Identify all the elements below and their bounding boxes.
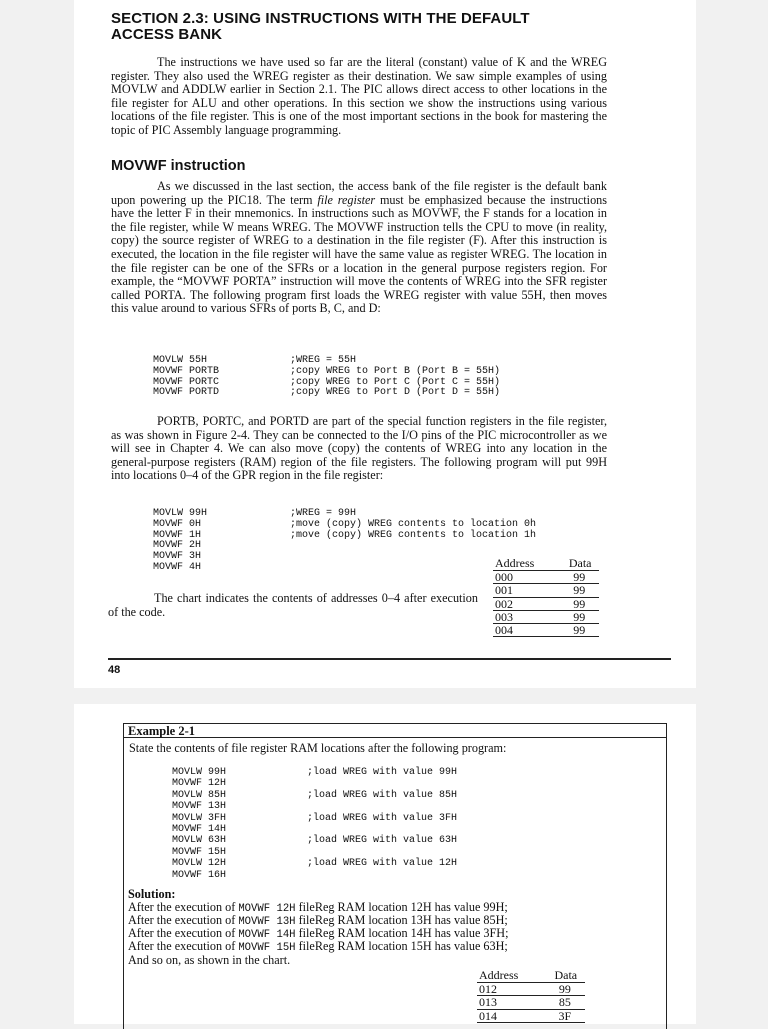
chart-row — [477, 996, 585, 1009]
code-comment: ;WREG = 55H — [290, 355, 357, 366]
chart-note: The chart indicates the contents of addresses 0–4 after execution of the code. — [108, 591, 478, 619]
code-instruction: MOVWF 16H — [172, 869, 227, 881]
chart-row — [493, 610, 599, 623]
code-comment: ;copy WREG to Port B (Port B = 55H) — [290, 365, 501, 377]
code-comment: ;move (copy) WREG contents to location 1h — [290, 529, 537, 541]
ports-paragraph: PORTB, PORTC, and PORTD are part of the special function registers in the file register, as was shown in Figure 2-4. They can be connected to the I/O pins of the PIC microcontroller as we will see in Chapter 4. We can also move (copy) the contents of WREG into any location in the general-purpose registers (RAM) region of the file registers. The following program will put 99H into locations 0–4 of the GPR region in the file register: — [111, 414, 607, 483]
data-header: Data — [554, 968, 578, 982]
code-instruction: MOVLW 85H — [172, 789, 227, 801]
address-header: Address — [495, 556, 535, 570]
solution-text: fileReg RAM location 13H has value 85H; — [295, 913, 508, 927]
chart-data-cell: 3F — [545, 1009, 585, 1022]
solution-instr: MOVWF 14H — [238, 929, 296, 941]
code-instruction: MOVWF 3H — [153, 551, 202, 563]
code-instruction: MOVLW 55H — [153, 355, 208, 366]
code-instruction: MOVWF PORTB — [153, 365, 220, 377]
page-number: 48 — [108, 664, 121, 676]
chart-row — [493, 584, 599, 597]
solution-lines — [128, 901, 508, 953]
code-line — [172, 858, 612, 869]
solution-instr: MOVWF 13H — [238, 916, 296, 928]
code-instruction: MOVLW 99H — [172, 767, 227, 778]
solution-prefix: After the execution of — [128, 913, 239, 927]
chart-data-cell: 99 — [559, 584, 599, 597]
code-instruction: MOVWF 15H — [172, 846, 227, 858]
code-comment: ;load WREG with value 85H — [307, 789, 458, 801]
movwf-paragraph — [111, 180, 607, 316]
chart-row — [477, 1009, 585, 1022]
code-instruction: MOVLW 3FH — [172, 812, 227, 824]
example-title: Example 2-1 — [124, 724, 666, 738]
solution-text: fileReg RAM location 15H has value 63H; — [295, 939, 508, 953]
movwf-paragraph-part-1: As we discussed in the last section, the access bank of the file register is the default bank upon powering up the PIC18. The term — [111, 179, 607, 207]
code-line — [172, 778, 612, 789]
solution-text: fileReg RAM location 14H has value 3FH; — [295, 926, 509, 940]
chart-data-cell: 99 — [559, 597, 599, 610]
code-line — [172, 835, 612, 846]
code-line — [172, 813, 612, 824]
chart-data-cell: 99 — [559, 624, 599, 637]
code-comment: ;load WREG with value 12H — [307, 858, 458, 870]
code-instruction: MOVLW 12H — [172, 858, 227, 870]
code-instruction: MOVWF 0H — [153, 518, 202, 530]
code-instruction: MOVLW 63H — [172, 835, 227, 847]
code-comment: ;load WREG with value 99H — [307, 767, 458, 778]
movwf-heading: MOVWF instruction — [111, 158, 246, 174]
chart-row — [477, 983, 585, 996]
page-divider-rule — [108, 658, 671, 660]
chart-data-cell: 99 — [559, 610, 599, 623]
code-comment: ;load WREG with value 3FH — [307, 812, 458, 824]
section-title — [111, 11, 671, 43]
chart-data-cell: 99 — [545, 983, 585, 996]
book-page-48 — [74, 0, 696, 688]
chart-data-cell: 85 — [545, 996, 585, 1009]
data-header: Data — [568, 556, 592, 570]
chart-address-cell: 000 — [493, 571, 559, 584]
chart-address-cell: 014 — [477, 1009, 545, 1022]
chart-address-cell: 002 — [493, 597, 559, 610]
code-instruction: MOVWF 14H — [172, 823, 227, 835]
solution-prefix: After the execution of — [128, 939, 239, 953]
intro-paragraph: The instructions we have used so far are the literal (constant) value of K and the WREG register. They also used the WREG register as their destination. We saw simple examples of using MOVLW and ADDLW earlier in Section 2.1. The PIC allows direct access to other locations in the file register for ALU and other operations. In this section we show the instructions using various locations of the file register. This is one of the most important sections in the book for mastering the topic of PIC Assembly language programming. — [111, 55, 607, 137]
code-line — [153, 367, 603, 378]
code-line — [153, 541, 623, 552]
code-line — [172, 767, 612, 778]
solution-label: Solution: — [128, 887, 176, 901]
solution-instr: MOVWF 12H — [238, 903, 296, 915]
solution-prefix: After the execution of — [128, 926, 239, 940]
code-comment: ;move (copy) WREG contents to location 0h — [290, 518, 537, 530]
code-line — [153, 531, 623, 542]
book-page-example — [74, 704, 696, 1024]
example-prompt: State the contents of file register RAM locations after the following program: — [129, 741, 507, 755]
chart-address-cell: 004 — [493, 624, 559, 637]
chart-address-cell: 003 — [493, 610, 559, 623]
code-comment: ;copy WREG to Port C (Port C = 55H) — [290, 376, 501, 388]
chart-address-cell: 012 — [477, 983, 545, 996]
code-instruction: MOVLW 99H — [153, 508, 208, 519]
solution-closing-line: And so on, as shown in the chart. — [128, 953, 291, 967]
chart-data-cell: 99 — [559, 571, 599, 584]
code-instruction: MOVWF 13H — [172, 801, 227, 813]
movwf-paragraph-italic: file register — [317, 192, 376, 207]
chart-row — [493, 624, 599, 637]
code-instruction: MOVWF PORTC — [153, 376, 220, 388]
code-line — [172, 790, 612, 801]
example-program-listing — [172, 767, 612, 881]
code-line — [172, 847, 612, 858]
example-box — [123, 723, 667, 1029]
code-line — [172, 870, 612, 881]
code-comment: ;WREG = 99H — [290, 508, 357, 519]
chart-row — [493, 597, 599, 610]
code-line — [153, 388, 603, 399]
code-instruction: MOVWF 2H — [153, 540, 202, 552]
code-comment: ;load WREG with value 63H — [307, 835, 458, 847]
solution-line — [128, 940, 508, 953]
solution-prefix: After the execution of — [128, 900, 239, 914]
example-address-data-chart — [477, 969, 585, 1023]
section-title-line-2: ACCESS BANK — [111, 26, 223, 43]
solution-instr: MOVWF 15H — [238, 942, 296, 954]
chart-row — [493, 571, 599, 584]
address-data-chart — [493, 557, 599, 637]
code-instruction: MOVWF 4H — [153, 561, 202, 573]
code-comment: ;copy WREG to Port D (Port D = 55H) — [290, 387, 501, 399]
chart-address-cell: 013 — [477, 996, 545, 1009]
code-line — [153, 520, 623, 531]
code-instruction: MOVWF 1H — [153, 529, 202, 541]
code-line — [172, 824, 612, 835]
code-instruction: MOVWF 12H — [172, 778, 227, 790]
address-header: Address — [479, 968, 519, 982]
code-line — [172, 801, 612, 812]
program-listing-ports — [153, 356, 603, 399]
code-instruction: MOVWF PORTD — [153, 387, 220, 399]
solution-text: fileReg RAM location 12H has value 99H; — [295, 900, 508, 914]
section-title-line-1: SECTION 2.3: USING INSTRUCTIONS WITH THE DEFAULT — [111, 10, 530, 27]
movwf-paragraph-part-2: must be emphasized because the instructions have the letter F in their mnemonics. In instructions such as MOVWF, the F stands for a location in the file register, while W means WREG. The MOVWF instruction tells the CPU to move (in reality, copy) the source register of WREG to a destination in the file register (F). After this instruction is executed, the location in the file register will have the same value as register WREG. The location in the file register can be one of the SFRs or a location in the general purpose registers region. For example, the “MOVWF PORTA” instruction will move the contents of WREG into the SFR register called PORTA. The following program first loads the WREG register with value 55H, then moves this value around to various SFRs of ports B, C, and D: — [111, 192, 607, 316]
chart-address-cell: 001 — [493, 584, 559, 597]
